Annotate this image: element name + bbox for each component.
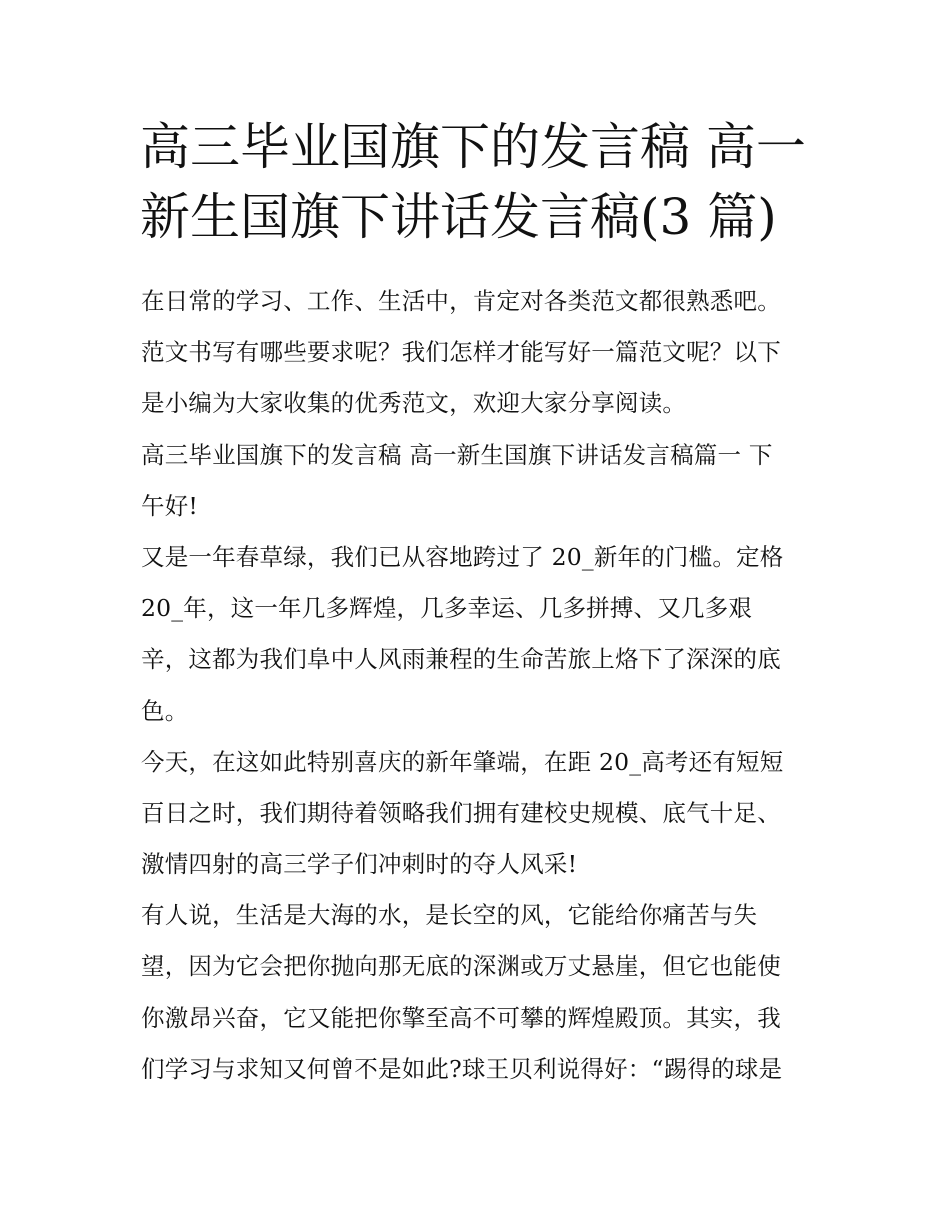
title-line: 新生国旗下讲话发言稿(3 篇) — [140, 188, 777, 246]
body-line: 你激昂兴奋，它又能把你擎至高不可攀的辉煌殿顶。其实，我 — [141, 1003, 781, 1032]
body-line: 范文书写有哪些要求呢？我们怎样才能写好一篇范文呢？以下 — [141, 338, 781, 367]
body-line: 20_年，这一年几多辉煌，几多幸运、几多拼搏、又几多艰 — [141, 594, 753, 623]
document-title — [140, 112, 820, 252]
document-body — [141, 276, 831, 1095]
body-line: 高三毕业国旗下的发言稿 高一新生国旗下讲话发言稿篇一 下 — [141, 440, 773, 469]
body-line: 有人说，生活是大海的水，是长空的风，它能给你痛苦与失 — [141, 901, 758, 930]
body-line: 又是一年春草绿，我们已从容地跨过了 20_新年的门槛。定格 — [141, 542, 784, 571]
body-line: 色。 — [141, 696, 189, 725]
body-line: 今天，在这如此特别喜庆的新年肇端，在距 20_高考还有短短 — [141, 747, 784, 776]
body-line: 辛，这都为我们阜中人风雨兼程的生命苦旅上烙下了深深的底 — [141, 645, 781, 674]
body-line: 们学习与求知又何曾不是如此?球王贝利说得好：“踢得的球是 — [141, 1054, 783, 1083]
body-line: 百日之时，我们期待着领略我们拥有建校史规模、底气十足、 — [141, 798, 781, 827]
body-line: 望，因为它会把你抛向那无底的深渊或万丈悬崖，但它也能使 — [141, 952, 781, 981]
body-line: 激情四射的高三学子们冲刺时的夺人风采! — [141, 850, 578, 879]
body-line: 是小编为大家收集的优秀范文，欢迎大家分享阅读。 — [141, 389, 687, 418]
body-line: 午好! — [141, 491, 199, 520]
title-line: 高三毕业国旗下的发言稿 高一 — [140, 118, 806, 176]
body-line: 在日常的学习、工作、生活中，肯定对各类范文都很熟悉吧。 — [141, 287, 781, 315]
